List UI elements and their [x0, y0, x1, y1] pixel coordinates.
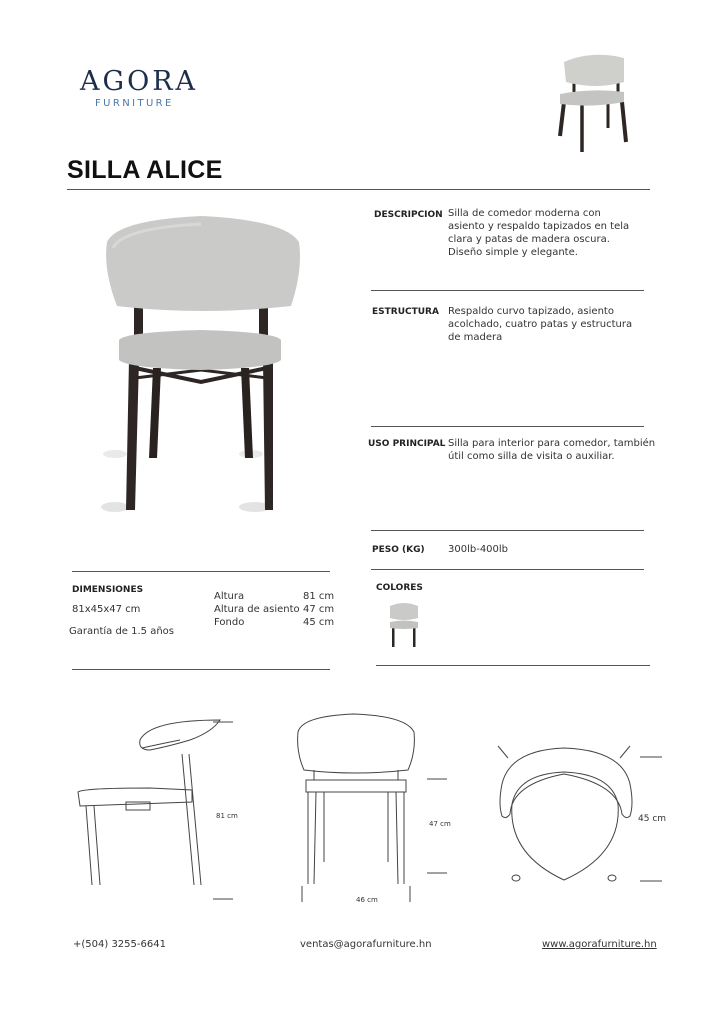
- estructura-label: ESTRUCTURA: [372, 307, 439, 317]
- brand-tagline: FURNITURE: [95, 98, 174, 109]
- uso-label: USO PRINCIPAL: [368, 439, 446, 449]
- dimensions-size: 81x45x47 cm: [72, 604, 141, 615]
- side-view-drawing: [70, 710, 245, 910]
- warranty-text: Garantía de 1.5 años: [69, 626, 175, 637]
- footer-email[interactable]: ventas@agorafurniture.hn: [300, 939, 432, 950]
- width-dimension-label: 46 cm: [356, 896, 378, 904]
- dim-row-value: 47 cm: [303, 604, 335, 615]
- color-swatch-chair-image: [386, 600, 422, 648]
- product-title: SILLA ALICE: [67, 156, 223, 184]
- footer-website-link[interactable]: www.agorafurniture.hn: [542, 939, 657, 950]
- chair-thumbnail-image: [552, 52, 632, 156]
- front-view-drawing: [294, 712, 454, 904]
- dimensions-top-divider: [72, 571, 330, 572]
- uso-divider: [371, 530, 644, 531]
- dim-row-name: Altura: [214, 591, 245, 602]
- brand-logo: AGORA: [80, 66, 199, 97]
- footer-phone: +(504) 3255-6641: [73, 939, 166, 950]
- descripcion-divider: [371, 290, 644, 291]
- dim-row-value: 81 cm: [303, 591, 335, 602]
- height-dimension-label: 81 cm: [216, 812, 238, 820]
- title-divider: [67, 189, 650, 190]
- peso-label: PESO (KG): [372, 545, 425, 555]
- dim-row-value: 45 cm: [303, 617, 335, 628]
- dimensions-bottom-divider: [72, 669, 330, 670]
- seat-height-dimension-label: 47 cm: [429, 820, 451, 828]
- descripcion-text: Silla de comedor moderna con asiento y respaldo tapizados en tela clara y patas de madera oscura. Diseño simple y elegante.: [448, 208, 630, 258]
- dim-row-name: Altura de asiento: [214, 604, 300, 615]
- depth-dimension-label: 45 cm: [638, 814, 667, 824]
- descripcion-label: DESCRIPCION: [374, 210, 443, 220]
- peso-value: 300lb-400lb: [448, 544, 509, 555]
- dimensiones-label: DIMENSIONES: [72, 585, 144, 595]
- peso-divider: [371, 569, 644, 570]
- estructura-divider: [371, 426, 644, 427]
- colores-divider: [376, 665, 650, 666]
- uso-text: Silla para interior para comedor, también útil como silla de visita o auxiliar.: [448, 438, 656, 462]
- dim-row-name: Fondo: [214, 617, 245, 628]
- estructura-text: Respaldo curvo tapizado, asiento acolchado, cuatro patas y estructura de madera: [448, 306, 633, 343]
- colores-label: COLORES: [376, 583, 423, 593]
- chair-main-image: [95, 210, 310, 520]
